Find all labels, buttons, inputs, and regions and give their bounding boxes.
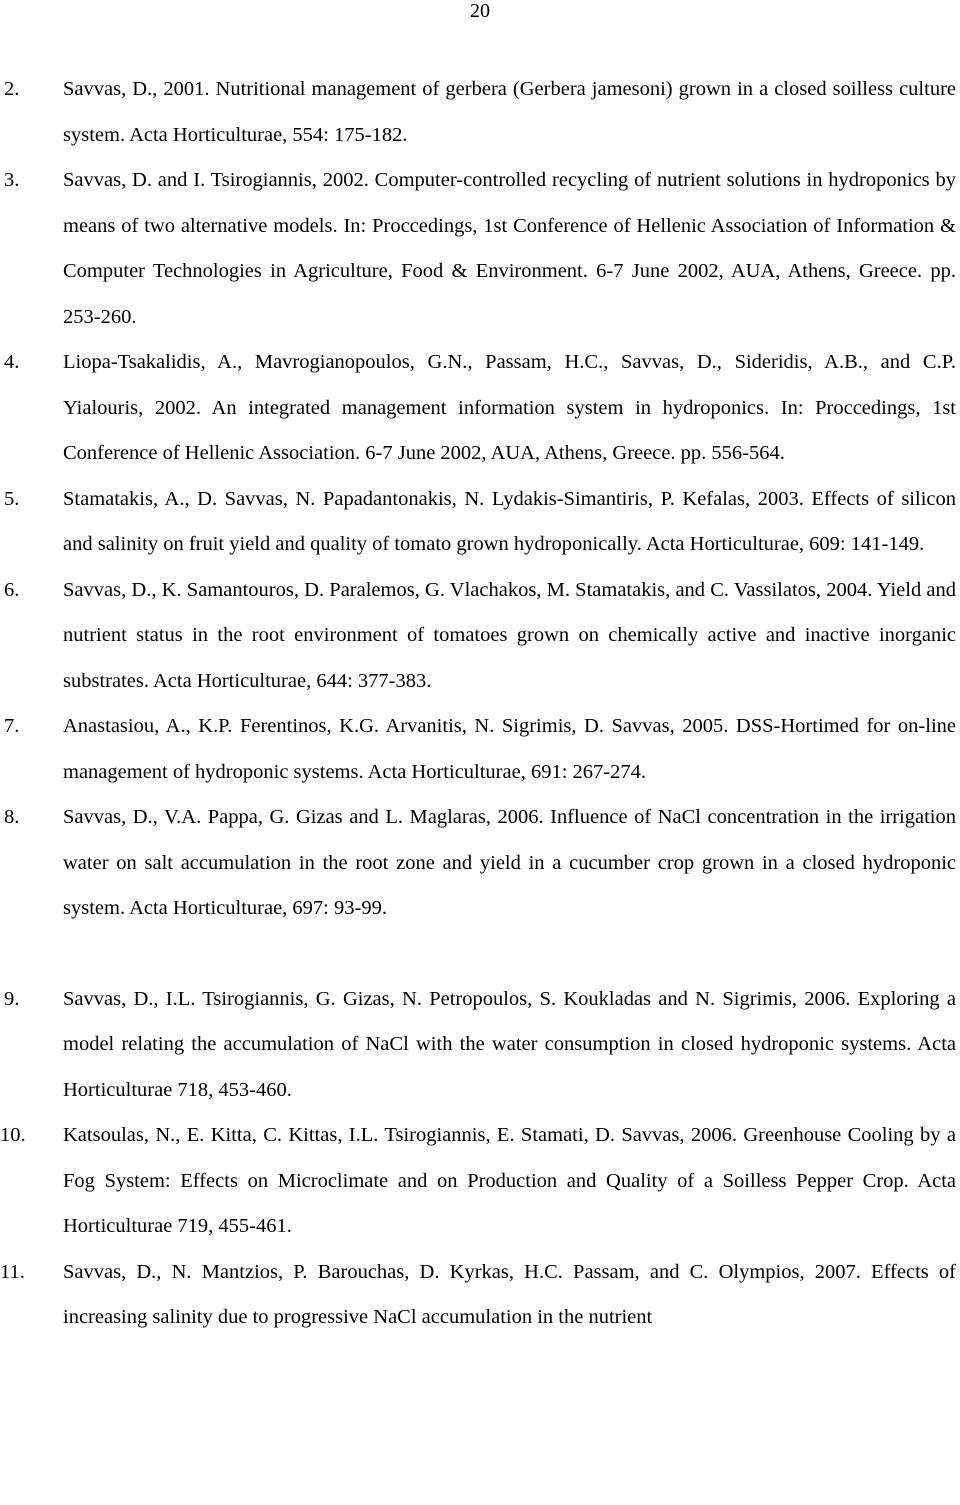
reference-text: Savvas, D. and I. Tsirogiannis, 2002. Computer-controlled recycling of nutrient solutions in hydroponics by means of two alternative models. In: Proccedings, 1st Conference of Hellenic Association of Information & Computer Technologies in Agriculture, Food & Environment. 6-7 June 2002, AUA, Athens, Greece. pp. 253-260. bbox=[63, 169, 956, 328]
reference-number: 4. bbox=[4, 351, 20, 373]
reference-text: Stamatakis, A., D. Savvas, N. Papadantonakis, N. Lydakis-Simantiris, P. Kefalas, 2003. Effects of silicon and salinity on fruit yield and quality of tomato grown hydroponically. Acta Horticulturae, 609: 141-149. bbox=[63, 487, 956, 555]
reference-text: Savvas, D., K. Samantouros, D. Paralemos, G. Vlachakos, M. Stamatakis, and C. Vassilatos, 2004. Yield and nutrient status in the root environment of tomatoes grown on chemically active and inactive inorganic substrates. Acta Horticulturae, 644: 377-383. bbox=[63, 578, 956, 692]
reference-text: Savvas, D., I.L. Tsirogiannis, G. Gizas, N. Petropoulos, S. Koukladas and N. Sigrimis, 2006. Exploring a model relating the accumulation of NaCl with the water consumption in closed hydroponic systems. Acta Horticulturae 718, 453-460. bbox=[63, 987, 956, 1101]
reference-number: 3. bbox=[4, 169, 20, 191]
reference-number: 11. bbox=[0, 1260, 25, 1283]
reference-text: Katsoulas, N., E. Kitta, C. Kittas, I.L. Tsirogiannis, E. Stamati, D. Savvas, 2006. Greenhouse Cooling by a Fog System: Effects on Microclimate and on Production and Quality of a Soilless Pepper Crop. Acta Horticulturae 719, 455-461. bbox=[63, 1124, 956, 1237]
reference-item bbox=[0, 477, 960, 568]
reference-item bbox=[0, 795, 960, 932]
reference-number: 2. bbox=[4, 78, 20, 100]
reference-item bbox=[0, 1113, 960, 1250]
reference-item bbox=[0, 158, 960, 340]
reference-number: 7. bbox=[4, 715, 20, 737]
reference-item bbox=[0, 340, 960, 477]
reference-text: Anastasiou, A., K.P. Ferentinos, K.G. Arvanitis, N. Sigrimis, D. Savvas, 2005. DSS-Hortimed for on-line management of hydroponic systems. Acta Horticulturae, 691: 267-274. bbox=[63, 715, 956, 783]
reference-text: Liopa-Tsakalidis, A., Mavrogianopoulos, G.N., Passam, H.C., Savvas, D., Sideridis, A.B., and C.P. Yialouris, 2002. An integrated management information system in hydroponics. In: Proccedings, 1st Conference of Hellenic Association. 6-7 June 2002, AUA, Athens, Greece. pp. 556-564. bbox=[63, 351, 956, 464]
reference-item bbox=[0, 67, 960, 158]
reference-item bbox=[0, 977, 960, 1114]
page-number: 20 bbox=[470, 0, 490, 22]
reference-number: 6. bbox=[4, 578, 20, 601]
reference-item bbox=[0, 568, 960, 705]
reference-list bbox=[0, 67, 960, 1341]
reference-text: Savvas, D., N. Mantzios, P. Barouchas, D. Kyrkas, H.C. Passam, and C. Olympios, 2007. Effects of increasing salinity due to progressive NaCl accumulation in the nutrient bbox=[63, 1260, 956, 1328]
reference-number: 8. bbox=[4, 806, 20, 828]
reference-text: Savvas, D., 2001. Nutritional management of gerbera (Gerbera jamesoni) grown in a closed soilless culture system. Acta Horticulturae, 554: 175-182. bbox=[63, 78, 956, 146]
reference-item bbox=[0, 1250, 960, 1341]
reference-number: 5. bbox=[4, 487, 20, 510]
reference-number: 9. bbox=[4, 987, 20, 1010]
reference-item bbox=[0, 704, 960, 795]
reference-number: 10. bbox=[0, 1124, 26, 1146]
reference-text: Savvas, D., V.A. Pappa, G. Gizas and L. Maglaras, 2006. Influence of NaCl concentration in the irrigation water on salt accumulation in the root zone and yield in a cucumber crop grown in a closed hydroponic system. Acta Horticulturae, 697: 93-99. bbox=[63, 806, 956, 919]
